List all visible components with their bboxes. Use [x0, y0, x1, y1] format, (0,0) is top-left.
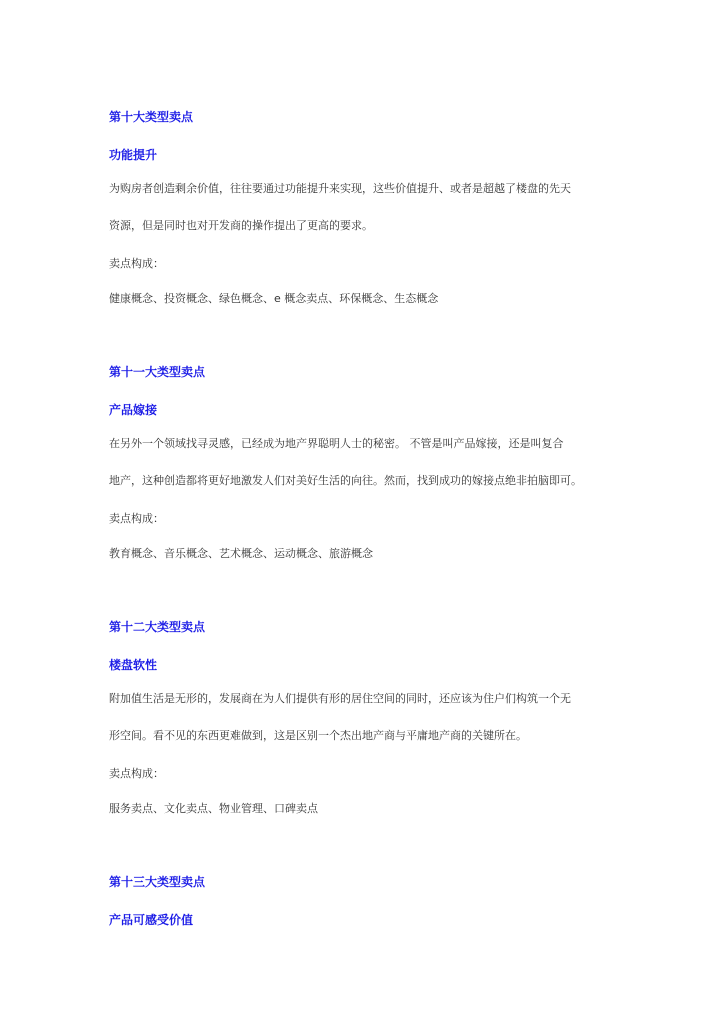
- section-description-line: 形空间。看不见的东西更难做到，这是区别一个杰出地产商与平庸地产商的关键所在。: [109, 729, 527, 742]
- section-sub-heading: 楼盘软性: [109, 658, 158, 672]
- selling-points-label: 卖点构成：: [109, 512, 164, 525]
- section-sub-heading: 功能提升: [109, 148, 158, 162]
- selling-points-label: 卖点构成：: [109, 257, 164, 270]
- section-description-line: 地产，这种创造都将更好地激发人们对美好生活的向往。然而，找到成功的嫁接点绝非拍脑即可。: [109, 474, 582, 487]
- section-sub-heading: 产品嫁接: [109, 403, 158, 417]
- selling-points-list: 教育概念、音乐概念、艺术概念、运动概念、旅游概念: [109, 547, 373, 560]
- section-description-line: 为购房者创造剩余价值，往往要通过功能提升来实现，这些价值提升、或者是超越了楼盘的先天: [109, 182, 571, 195]
- section-type-heading: 第十三大类型卖点: [109, 875, 206, 889]
- section-description-line: 资源，但是同时也对开发商的操作提出了更高的要求。: [109, 219, 373, 232]
- section-description-line: 附加值生活是无形的，发展商在为人们提供有形的居住空间的同时，还应该为住户们构筑一个无: [109, 692, 571, 705]
- selling-points-list: 健康概念、投资概念、绿色概念、e 概念卖点、环保概念、生态概念: [109, 292, 439, 305]
- section-type-heading: 第十二大类型卖点: [109, 620, 206, 634]
- selling-points-label: 卖点构成：: [109, 767, 164, 780]
- section-type-heading: 第十大类型卖点: [109, 110, 194, 124]
- section-description-line: 在另外一个领域找寻灵感，已经成为地产界聪明人士的秘密。 不管是叫产品嫁接，还是叫复合: [109, 437, 564, 450]
- section-type-heading: 第十一大类型卖点: [109, 365, 206, 379]
- section-sub-heading: 产品可感受价值: [109, 913, 194, 927]
- selling-points-list: 服务卖点、文化卖点、物业管理、口碑卖点: [109, 802, 318, 815]
